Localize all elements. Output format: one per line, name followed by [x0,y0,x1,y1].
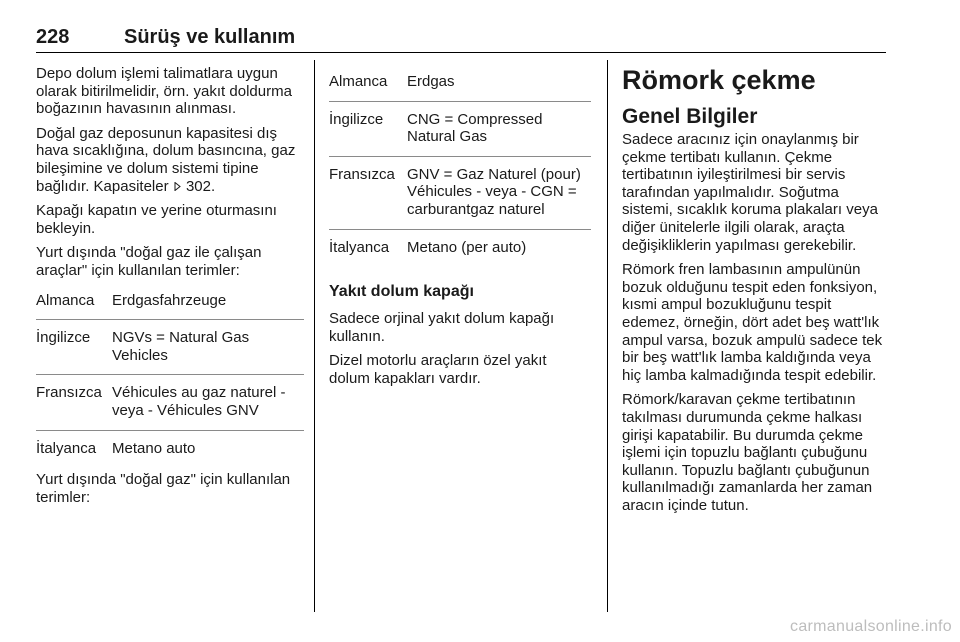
paragraph: Depo dolum işlemi talimatlara uygun olarak bitirilmelidir, örn. yakıt doldurma boğazının havasının alınması. [36,65,292,118]
gas-terms-table [329,73,591,256]
table-cell-term: NGVs = Natural Gas Vehicles [112,329,250,364]
table-cell-term: Véhicules au gaz naturel - veya - Véhicules GNV [112,384,286,419]
table-row [329,166,591,230]
table-row [329,111,591,157]
table-row [36,292,304,321]
paragraph: Sadece aracınız için onaylanmış bir çekme tertibatı kullanın. Çekme tertibatının iyileştirilmesi bir servis tarafından yapılmalıdır. Soğutma sistemi, sıcaklık koruma plakaları veya diğer ünitelerle ilgili olarak, araçta değişikliklerin yapılması gerekebilir. [622,131,878,254]
page-header [36,26,886,48]
paragraph: Kapağı kapatın ve yerine oturmasını bekleyin. [36,202,277,237]
paragraph: Römork fren lambasının ampulünün bozuk olduğunu tespit eden fonksiyon, kısmi ampul bozukluğunu tespit edemez, örneğin, dört adet beş watt'lık ampul varsa, bozuk ampulü sadece tek bir beş watt'lık lamba kaldığında veya hiç lamba kalmadığında tespit edebilir. [622,261,883,384]
paragraph: Yurt dışında "doğal gaz" için kullanılan terimler: [36,471,291,506]
table-cell-term: Erdgas [407,73,455,90]
table-cell-term: Erdgasfahrzeuge [112,291,227,309]
column-divider-2 [607,60,608,612]
table-row [36,440,304,458]
column-3 [622,65,892,521]
table-cell-language: İtalyanca [36,439,97,457]
table-cell-term: GNV = Gaz Naturel (pour) Véhicules - veya - CGN = carburantgaz naturel [407,165,581,218]
table-cell-language: İtalyanca [329,238,390,256]
reference-arrow-icon [174,182,181,191]
column-1 [36,65,304,513]
header-rule [36,52,886,53]
vehicle-terms-table [36,292,304,458]
table-row [329,73,591,102]
table-row [329,239,591,257]
watermark: carmanualsonline.info [790,618,952,635]
chapter-title: Römork çekme [622,65,816,95]
page-title: Sürüş ve kullanım [124,26,296,48]
table-row [36,384,304,430]
capacity-paragraph [36,125,304,195]
section-title: Genel Bilgiler [622,105,758,128]
column-2 [329,73,591,395]
table-cell-language: Fransızca [36,384,102,402]
table-cell-language: İngilizce [329,110,384,128]
paragraph-text: Doğal gaz deposunun kapasitesi dış hava sıcaklığına, dolum basıncına, gaz bileşimine ve dolum sistemi tipine bağlıdır. Kapasiteler [36,124,296,195]
paragraph: Yurt dışında "doğal gaz ile çalışan araçlar" için kullanılan terimler: [36,244,262,279]
table-cell-language: İngilizce [36,329,91,347]
paragraph: Sadece orjinal yakıt dolum kapağı kullanın. [329,310,555,345]
table-cell-language: Fransızca [329,165,395,183]
table-cell-language: Almanca [329,73,388,90]
column-divider-1 [314,60,315,612]
paragraph: Römork/karavan çekme tertibatının takılması durumunda çekme halkası girişi kapatabilir. Bu durumda çekme işlemi için topuzlu bağlantı çubuğunu kullanın. Topuzlu bağlantı çubuğunun kullanılmadığı zamanlarda her zaman aracın içinde tutun. [622,391,873,514]
section-heading: Yakıt dolum kapağı [329,283,474,301]
paragraph: Dizel motorlu araçların özel yakıt dolum kapakları vardır. [329,352,547,387]
table-cell-language: Almanca [36,291,95,309]
table-cell-term: Metano (per auto) [407,238,527,256]
page-reference-link[interactable]: 302. [185,177,216,195]
table-row [36,329,304,375]
page-number: 228 [36,26,70,48]
table-cell-term: CNG = Compressed Natural Gas [407,110,543,146]
table-cell-term: Metano auto [112,439,196,457]
